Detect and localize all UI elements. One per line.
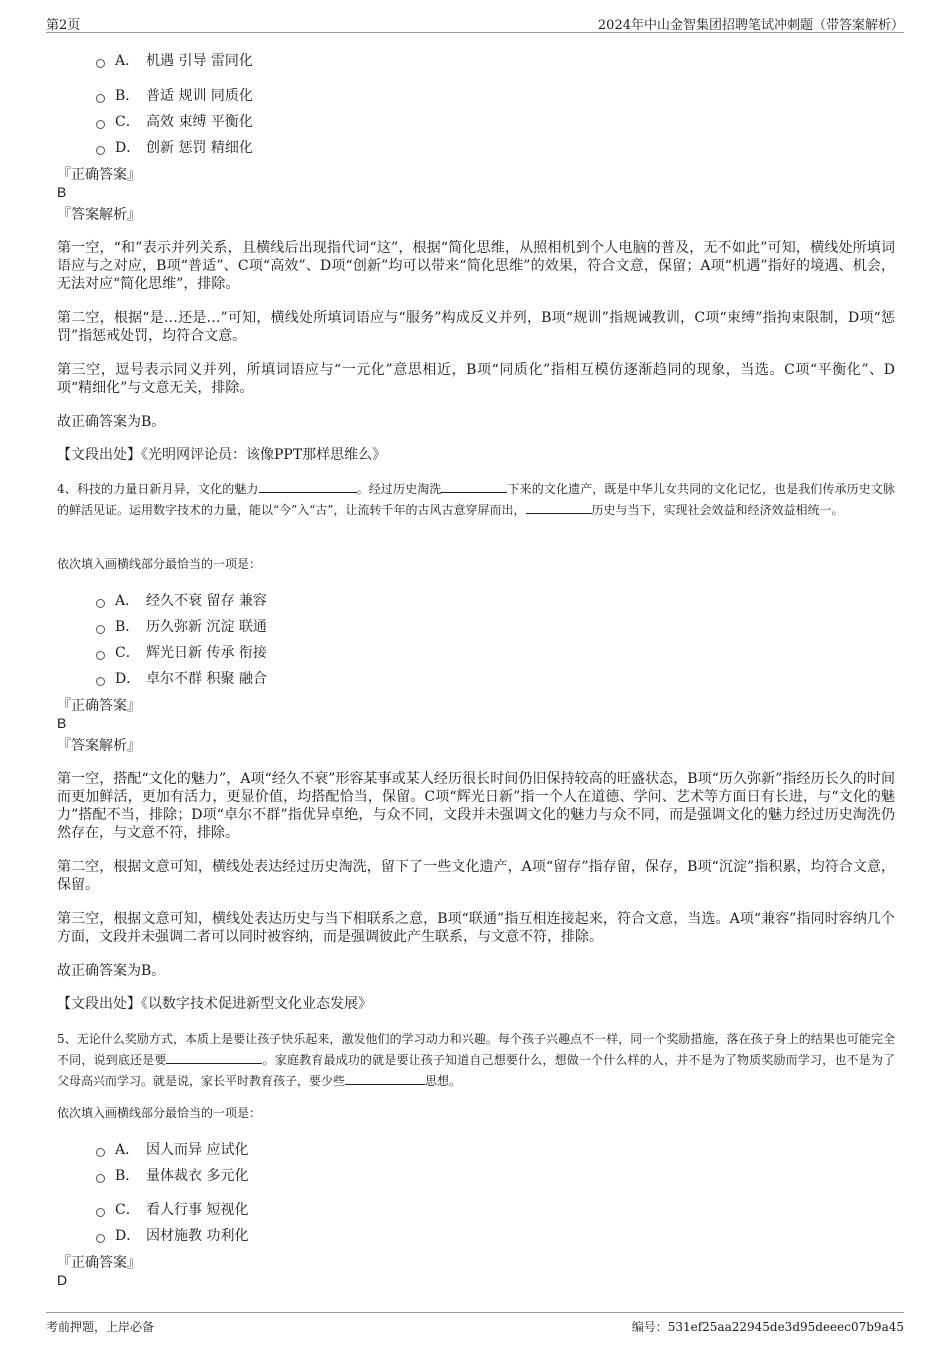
q5-option-a[interactable]: A． 因人而异 应试化 <box>96 1139 248 1159</box>
blank-2[interactable] <box>345 1072 425 1085</box>
q4-source: 【文段出处】《以数字技术促进新型文化业态发展》 <box>57 996 372 1012</box>
q3-answer: B <box>57 184 67 200</box>
page-header <box>46 12 904 33</box>
q4-option-c[interactable]: C． 辉光日新 传承 衔接 <box>96 642 267 662</box>
document-id: 编号：531ef25aa22945de3d95deeec07b9a45 <box>631 1320 904 1334</box>
q3-source: 【文段出处】《光明网评论员：该像PPT那样思维么》 <box>57 447 387 463</box>
q4-analysis-2: 第二空，根据文意可知，横线处表达经过历史淘洗，留下了一些文化遗产，A项“留存”指存留，保存，B项“沉淀”指积累，均符合文意，保留。 <box>57 859 895 893</box>
radio-icon[interactable] <box>96 599 105 608</box>
q5-stem: 5、无论什么奖励方式，本质上是要让孩子快乐起来，激发他们的学习动力和兴趣。每个孩子兴趣点不一样，同一个奖励措施，落在孩子身上的结果也可能完全不同，说到底还是要 。家庭教育最成功的就是要让孩子知道自己想要什么，想做一个什么样的人，并不是为了物质奖励而学习，也不是为了父母高兴而学习。就是说，家长平时教育孩子，要少些 思想。 <box>57 1032 895 1088</box>
blank-3[interactable] <box>526 501 592 514</box>
page-footer <box>46 1312 904 1339</box>
q5-option-d[interactable]: D． 因材施教 功利化 <box>96 1225 248 1245</box>
footer-slogan: 考前押题，上岸必备 <box>46 1320 155 1334</box>
q3-answer-label: 『正确答案』 <box>57 167 141 183</box>
q4-answer: B <box>57 715 67 731</box>
q5-prompt: 依次填入画横线部分最恰当的一项是： <box>57 1106 262 1120</box>
radio-icon[interactable] <box>96 677 105 686</box>
q3-analysis-3: 第三空，逗号表示同义并列，所填词语应与“一元化”意思相近，B项“同质化”指相互模仿逐渐趋同的现象，当选。C项“平衡化”、D项“精细化”与文意无关，排除。 <box>57 362 895 396</box>
q4-option-d[interactable]: D． 卓尔不群 积聚 融合 <box>96 668 267 688</box>
q4-analysis-3: 第三空，根据文意可知，横线处表达历史与当下相联系之意，B项“联通”指互相连接起来，符合文意，当选。A项“兼容”指同时容纳几个方面，文段并未强调二者可以同时被容纳，而是强调彼此产生联系，与文意不符，排除。 <box>57 911 895 945</box>
q4-prompt: 依次填入画横线部分最恰当的一项是： <box>57 557 262 571</box>
q4-analysis-1: 第一空，搭配“文化的魅力”，A项“经久不衰”形容某事或某人经历很长时间仍旧保持较高的旺盛状态，B项“历久弥新”指经历长久的时间而更加鲜活，更加有活力，更显价值，均搭配恰当，保留。C项“辉光日新”指一个人在道德、学问、艺术等方面日有长进，与“文化的魅力”搭配不当，排除；D项“卓尔不群”指优异卓绝，与众不同，文段并未强调文化的魅力与众不同，而是强调文化的魅力经过历史淘洗仍然存在，与文意不符，排除。 <box>57 771 895 841</box>
q4-option-a[interactable]: A． 经久不衰 留存 兼容 <box>96 590 267 610</box>
page-number: 第2页 <box>46 18 81 33</box>
radio-icon[interactable] <box>96 94 105 103</box>
q4-answer-label: 『正确答案』 <box>57 698 141 714</box>
radio-icon[interactable] <box>96 120 105 129</box>
q4-analysis-label: 『答案解析』 <box>57 738 141 754</box>
q3-conclusion: 故正确答案为B。 <box>57 414 166 430</box>
radio-icon[interactable] <box>96 1208 105 1217</box>
radio-icon[interactable] <box>96 625 105 634</box>
radio-icon[interactable] <box>96 1148 105 1157</box>
q5-answer-label: 『正确答案』 <box>57 1255 141 1271</box>
q3-option-b[interactable]: B． 普适 规训 同质化 <box>96 85 253 105</box>
q5-option-b[interactable]: B． 量体裁衣 多元化 <box>96 1165 248 1185</box>
radio-icon[interactable] <box>96 146 105 155</box>
radio-icon[interactable] <box>96 651 105 660</box>
q3-analysis-1: 第一空，“和”表示并列关系，且横线后出现指代词“这”，根据“简化思维，从照相机到个人电脑的普及，无不如此”可知，横线处所填词语应与之对应，B项“普适”、C项“高效”、D项“创新”均可以带来“简化思维”的效果，符合文意，保留；A项“机遇”指好的境遇、机会，无法对应“简化思维”，排除。 <box>57 240 895 292</box>
q3-analysis-2: 第二空，根据“是…还是…”可知，横线处所填词语应与“服务”构成反义并列，B项“规训”指规诫教训，C项“束缚”指拘束限制，D项“惩罚”指惩戒处罚，均符合文意。 <box>57 310 895 344</box>
radio-icon[interactable] <box>96 1174 105 1183</box>
q4-option-b[interactable]: B． 历久弥新 沉淀 联通 <box>96 616 267 636</box>
radio-icon[interactable] <box>96 1234 105 1243</box>
blank-1[interactable] <box>166 1051 262 1064</box>
radio-icon[interactable] <box>96 59 105 68</box>
blank-2[interactable] <box>441 480 507 493</box>
q5-answer: D <box>57 1272 68 1288</box>
blank-1[interactable] <box>259 480 357 493</box>
q4-conclusion: 故正确答案为B。 <box>57 963 166 979</box>
q3-option-a[interactable]: A． 机遇 引导 雷同化 <box>96 50 253 70</box>
q3-option-c[interactable]: C． 高效 束缚 平衡化 <box>96 111 253 131</box>
q5-option-c[interactable]: C． 看人行事 短视化 <box>96 1199 248 1219</box>
q3-option-d[interactable]: D． 创新 惩罚 精细化 <box>96 137 253 157</box>
document-title: 2024年中山金智集团招聘笔试冲刺题（带答案解析） <box>597 18 904 33</box>
q4-stem: 4、科技的力量日新月异，文化的魅力 。经过历史淘洗 下来的文化遗产，既是中华儿女共同的文化记忆，也是我们传承历史文脉的鲜活见证。运用数字技术的力量，能以“今”入“古”，让流转千年的古风古意穿屏而出， 历史与当下，实现社会效益和经济效益相统一。 <box>57 482 895 517</box>
q3-analysis-label: 『答案解析』 <box>57 207 141 223</box>
